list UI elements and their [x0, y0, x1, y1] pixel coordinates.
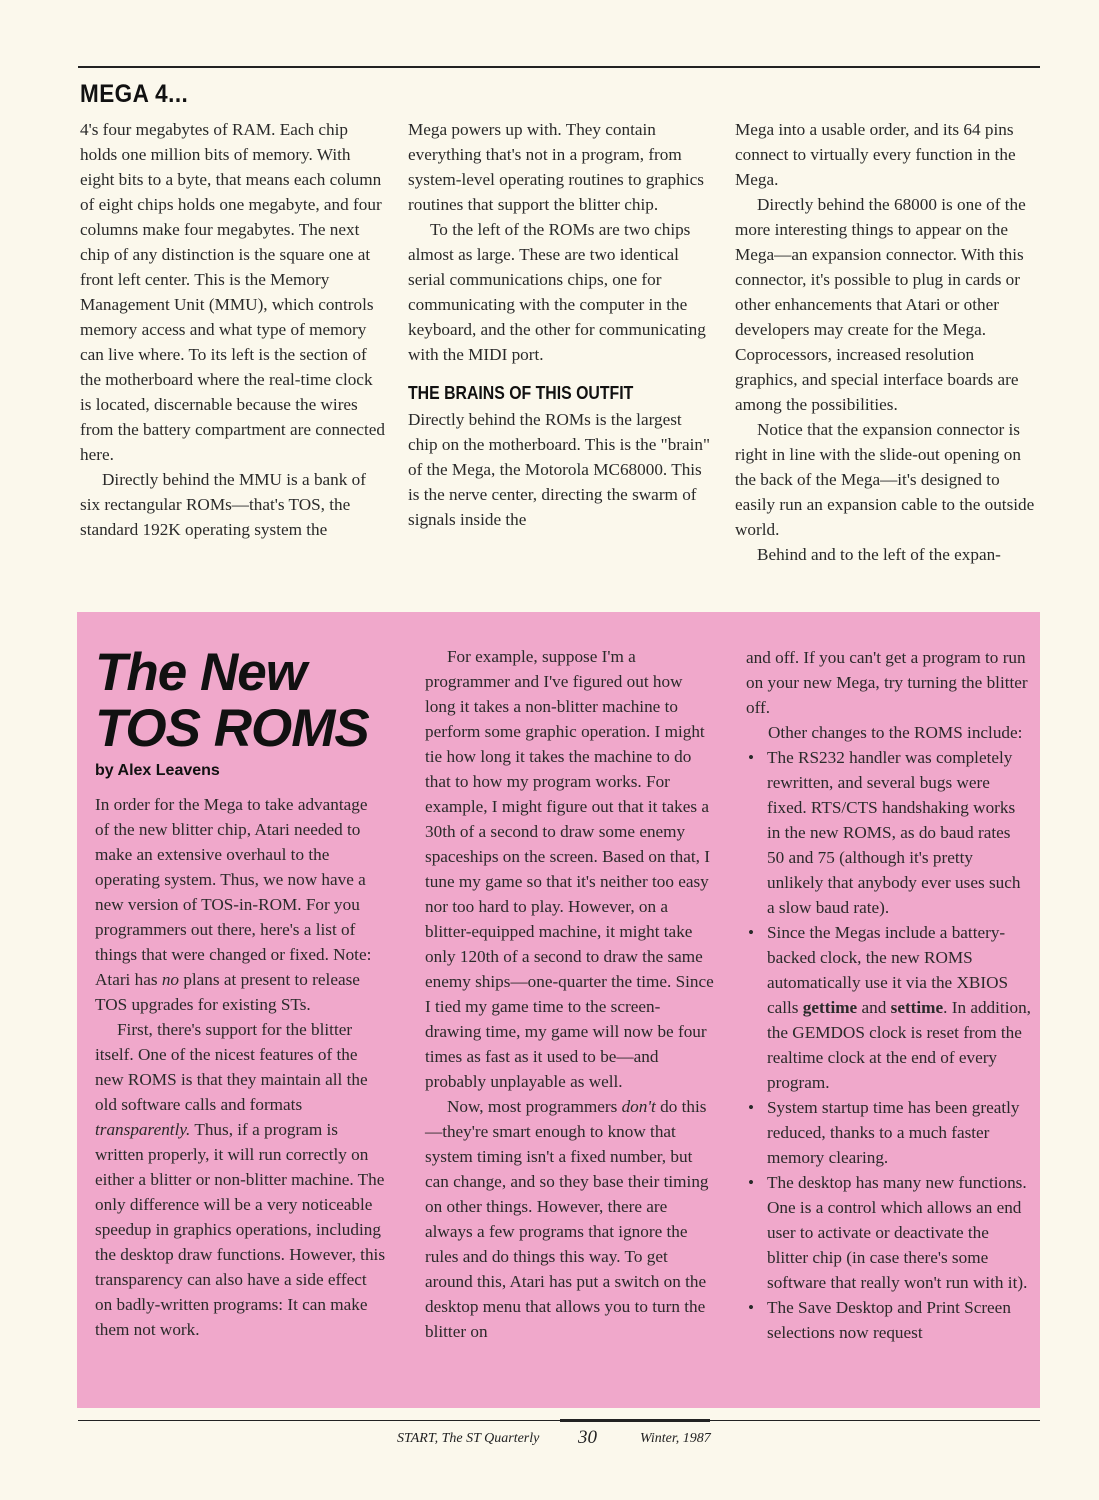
code-term: gettime [802, 998, 858, 1017]
paragraph: and off. If you can't get a program to run on your new Mega, try turning the blitter off. [746, 648, 1028, 717]
paragraph: To the left of the ROMs are two chips almost as large. These are two identical serial communications chips, one for communicating with the computer in the keyboard, and the other for communicating with the MIDI port. [408, 220, 706, 364]
sidebar-title [95, 645, 369, 757]
page-number: 30 [578, 1427, 597, 1448]
text-run: First, there's support for the blitter itself. One of the nicest features of the new ROMS is that they maintain all the old software calls and formats [95, 1020, 368, 1114]
emphasis: don't [621, 1097, 656, 1116]
emphasis: no [161, 970, 180, 989]
paragraph: Notice that the expansion connector is right in line with the slide-out opening on the back of the Mega—it's designed to easily run an expansion cable to the outside world. [735, 420, 1035, 539]
paragraph [95, 792, 385, 1017]
text-run: . In addition, the GEMDOS clock is reset from the realtime clock at the end of every program. [767, 998, 1031, 1092]
paragraph [95, 1017, 385, 1342]
paragraph: Directly behind the ROMs is the largest chip on the motherboard. This is the "brain" of the Mega, the Motorola MC68000. This is the nerve center, directing the swarm of signals inside the [408, 410, 711, 529]
paragraph: Mega into a usable order, and its 64 pins connect to virtually every function in the Mega. [735, 120, 1016, 189]
text-run: Since the Megas include a battery-backed clock, the new ROMS automatically use it via the XBIOS calls [767, 923, 1009, 1017]
text-run: plans at present to release TOS upgrades for existing STs. [95, 970, 360, 1014]
sidebar-title-line1: The New [95, 643, 306, 702]
emphasis: transparently. [95, 1120, 191, 1139]
list-item: • The RS232 handler was completely rewritten, and several bugs were fixed. RTS/CTS handshaking works in the new ROMS, as do baud rates 50 and 75 (although it's pretty unlikely that anybody ever uses such a slow baud rate). [746, 745, 1031, 920]
text-run: Thus, if a program is written properly, it will run correctly on either a blitter or non-blitter machine. The only difference will be a very noticeable speedup in graphics operations, including the desktop draw functions. However, this transparency can also have a side effect on badly-written programs: It can make them not work. [95, 1120, 386, 1339]
sidebar-title-line2: TOS ROMS [95, 699, 369, 758]
paragraph: 4's four megabytes of RAM. Each chip holds one million bits of memory. With eight bits to a byte, that means each column of eight chips holds one megabyte, and four columns make four megabytes. The next chip of any distinction is the square one at front left center. This is the Memory Management Unit (MMU), which controls memory access and what type of memory can live where. To its left is the section of the motherboard where the real-time clock is located, discernable because the wires from the battery compartment are connected here. [80, 120, 385, 464]
section-title: MEGA 4... [80, 80, 189, 108]
subheading: THE BRAINS OF THIS OUTFIT [408, 383, 634, 403]
paragraph: For example, suppose I'm a programmer and I've figured out how long it takes a non-blitter machine to perform some graphic operation. I might tie how long it takes the machine to do that to how my program works. For example, I might figure out that it takes a 30th of a second to draw some enemy spaceships on the screen. Based on that, I tune my game so that it's neither too easy nor too hard to play. However, on a blitter-equipped machine, it might take only 120th of a second to draw the same enemy ships—one-quarter the time. Since I tied my game time to the screen-drawing time, my game will now be four times as fast as it used to be—and probably unplayable as well. [425, 647, 714, 1091]
text-run: Now, most programmers [447, 1097, 622, 1116]
sidebar-column-1 [95, 792, 385, 1342]
list-item: • The desktop has many new functions. One is a control which allows an end user to activate or deactivate the blitter chip (in case there's some software that really won't run with it). [746, 1170, 1031, 1295]
paragraph: Behind and to the left of the expan- [757, 545, 1001, 564]
issue-date: Winter, 1987 [640, 1431, 711, 1446]
sidebar-column-2 [425, 644, 715, 1344]
publication-name: START, The ST Quarterly [397, 1431, 540, 1446]
paragraph: Directly behind the MMU is a bank of six rectangular ROMs—that's TOS, the standard 192K operating system the [80, 470, 366, 539]
sidebar-byline: by Alex Leavens [95, 762, 220, 779]
text-run: and [857, 998, 891, 1017]
list-item [746, 920, 1031, 1095]
paragraph: Mega powers up with. They contain everything that's not in a program, from system-level operating routines to graphics routines that support the blitter chip. [408, 120, 704, 214]
code-term: settime [890, 998, 944, 1017]
sidebar-column-3 [746, 645, 1031, 1345]
top-rule [78, 66, 1040, 68]
paragraph: Directly behind the 68000 is one of the more interesting things to appear on the Mega—an expansion connector. With this connector, it's possible to plug in cards or other enhancements that Atari or other developers may create for the Mega. Coprocessors, increased resolution graphics, and special interface boards are among the possibilities. [735, 195, 1026, 414]
list-item: • System startup time has been greatly reduced, thanks to a much faster memory clearing. [746, 1095, 1031, 1170]
article-column-1 [80, 117, 385, 542]
bottom-rule-accent [560, 1419, 710, 1422]
article-column-2 [408, 117, 713, 532]
changes-list [746, 745, 1031, 1345]
article-column-3 [735, 117, 1040, 567]
paragraph [425, 1094, 715, 1344]
page-footer [0, 1428, 1099, 1452]
text-run: do this—they're smart enough to know that system timing isn't a fixed number, but can change, and so they base their timing on other things. However, there are always a few programs that ignore the rules and do things this way. To get around this, Atari has put a switch on the desktop menu that allows you to turn the blitter on [425, 1097, 709, 1341]
paragraph: Other changes to the ROMS include: [768, 723, 1023, 742]
bottom-rule [78, 1420, 1040, 1421]
list-item: • The Save Desktop and Print Screen selections now request [746, 1295, 1031, 1345]
text-run: In order for the Mega to take advantage of the new blitter chip, Atari needed to make an extensive overhaul to the operating system. Thus, we now have a new version of TOS-in-ROM. For you programmers out there, here's a list of things that were changed or fixed. Note: Atari has [95, 795, 372, 989]
